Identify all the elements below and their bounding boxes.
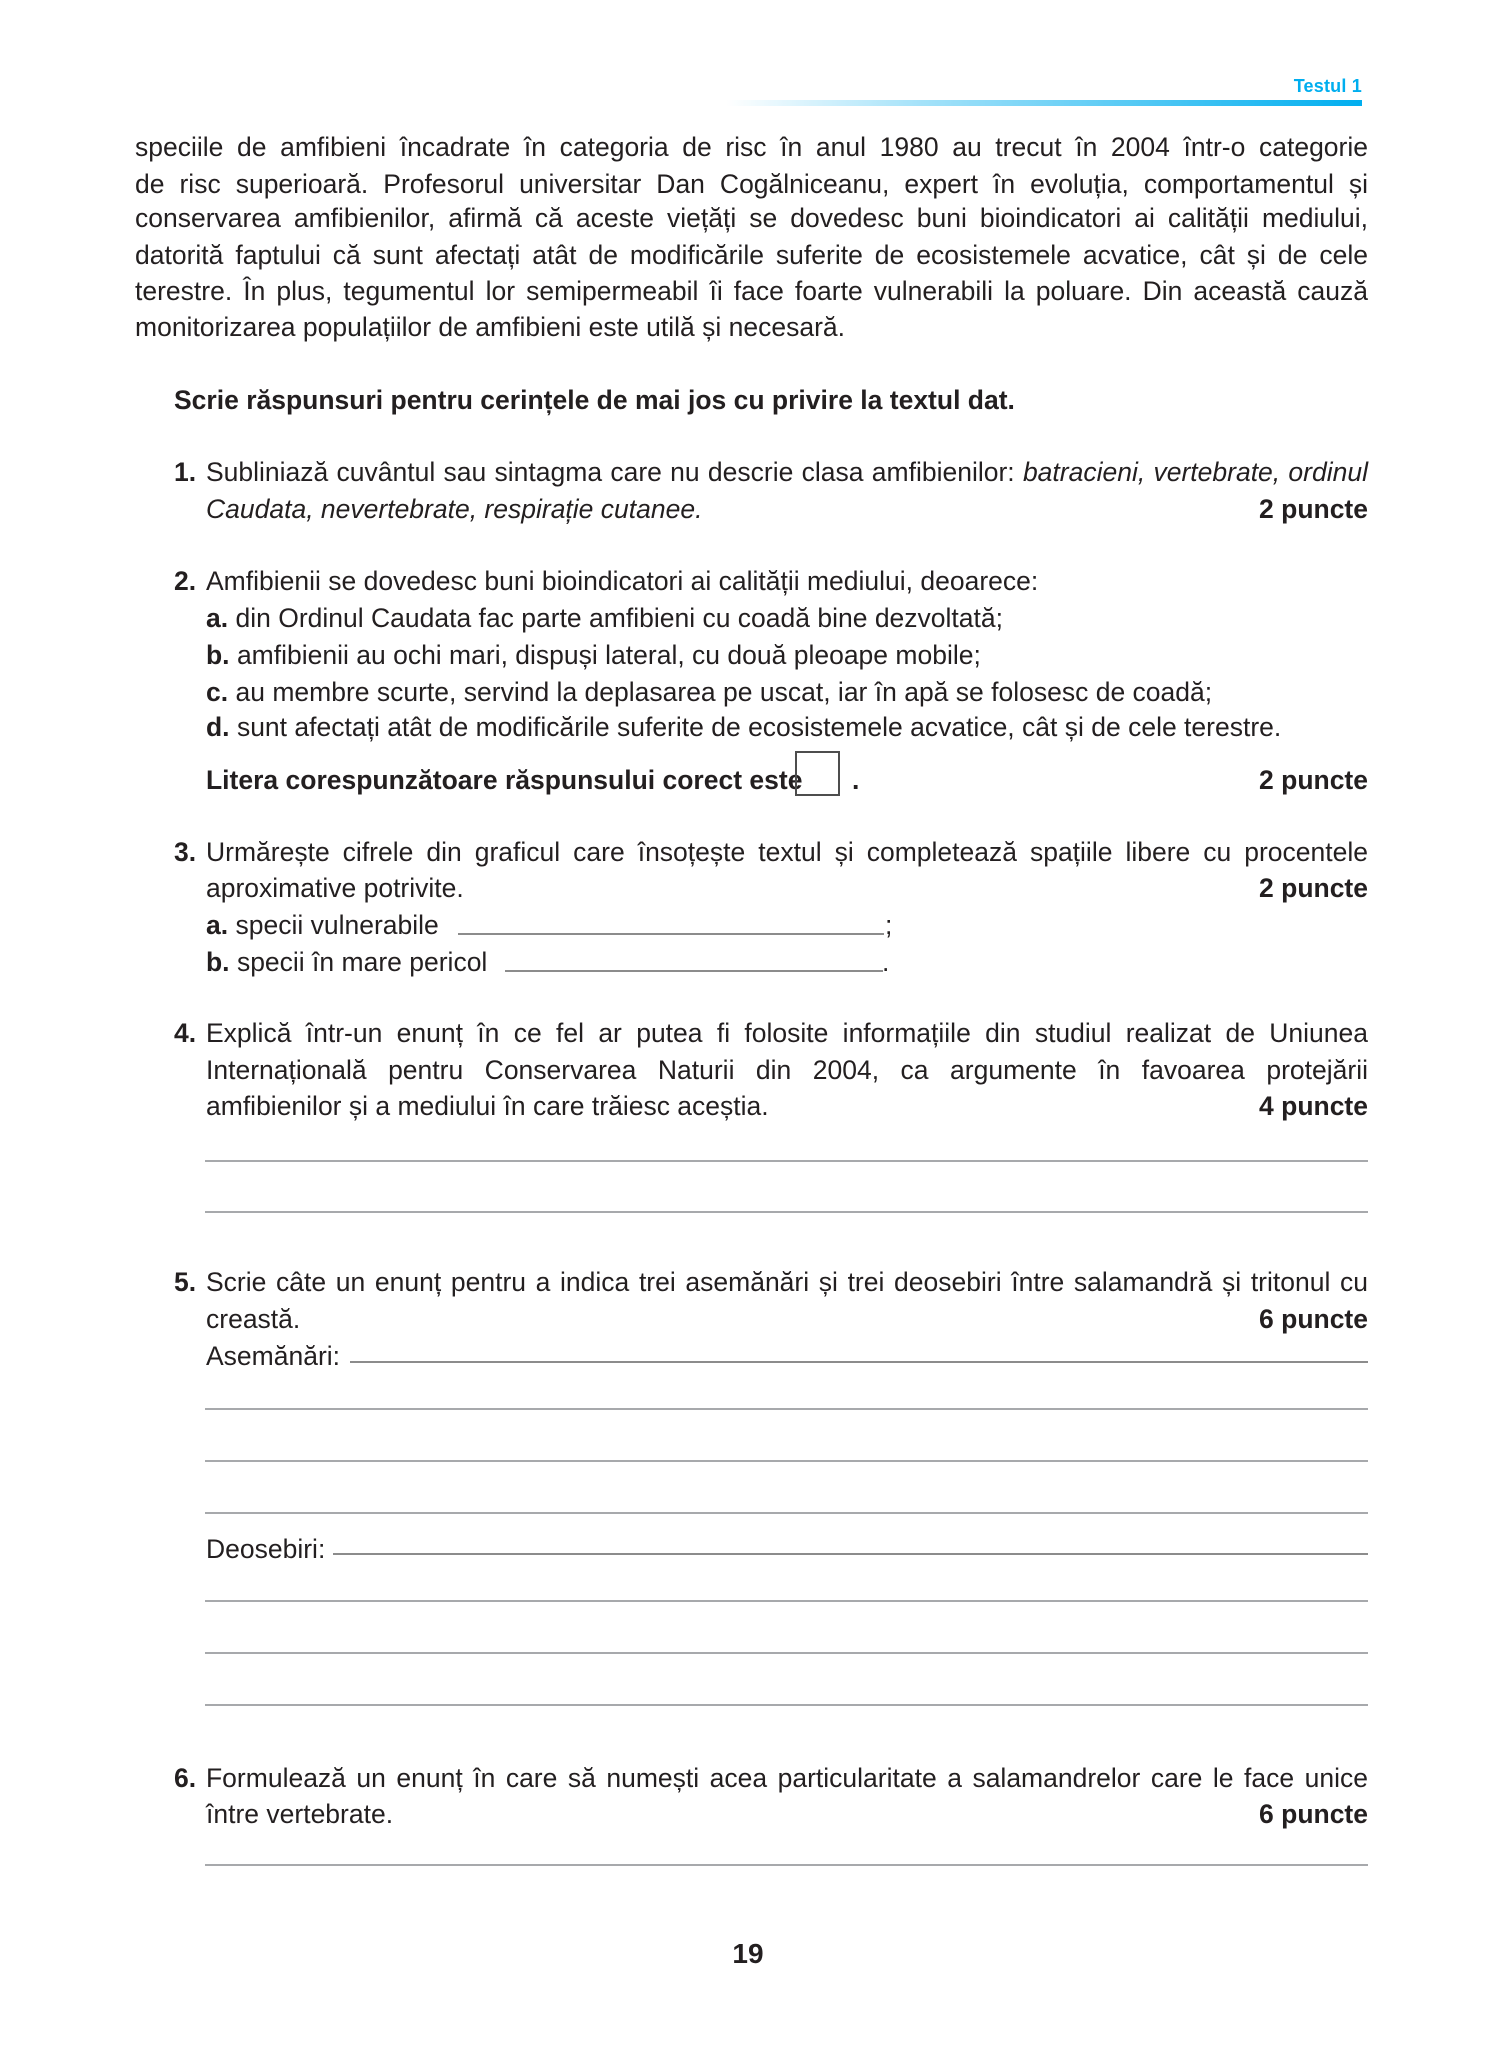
points-label: 6 puncte xyxy=(1259,1799,1368,1829)
points-label: 2 puncte xyxy=(1259,494,1368,524)
option-b[interactable] xyxy=(206,637,1368,673)
question-text-plain: Subliniază cuvântul sau sintagma care nu descrie clasa amfibienilor: xyxy=(206,457,1023,487)
differences-answer-line[interactable] xyxy=(205,1704,1368,1706)
points-label: 4 puncte xyxy=(1259,1091,1368,1121)
instruction-heading: Scrie răspunsuri pentru cerințele de mai jos cu privire la textul dat. xyxy=(174,385,1015,415)
endangered-species-blank[interactable] xyxy=(505,970,883,972)
question-text: Explică într-un enunț în ce fel ar putea fi folosite informațiile din studiul realizat de Uniunea xyxy=(206,1018,1368,1048)
question-text: Internațională pentru Conservarea Naturii din 2004, ca argumente în favoarea protejării xyxy=(206,1055,1368,1085)
question-text: între vertebrate. xyxy=(206,1799,394,1829)
points-label: 2 puncte xyxy=(1259,765,1368,795)
option-text: au membre scurte, servind la deplasarea pe uscat, iar în apă se folosesc de coadă; xyxy=(235,677,1213,707)
answer-prompt: Litera corespunzătoare răspunsului corect este xyxy=(206,765,803,795)
header-gradient-bar xyxy=(726,100,1362,106)
answer-period: . xyxy=(852,765,860,795)
answer-letter-box[interactable] xyxy=(795,751,840,796)
option-text: amfibienii au ochi mari, dispuși lateral, cu două pleoape mobile; xyxy=(236,640,981,670)
answer-line[interactable] xyxy=(205,1864,1368,1866)
item-a-label xyxy=(206,907,439,943)
option-text: din Ordinul Caudata fac parte amfibieni cu coadă bine dezvoltată; xyxy=(235,603,1003,633)
differences-answer-line[interactable] xyxy=(205,1600,1368,1602)
question-text: Amfibienii se dovedesc buni bioindicatori ai calității mediului, deoarece: xyxy=(206,566,1039,596)
item-letter: a. xyxy=(206,910,229,940)
option-letter: b. xyxy=(206,640,230,670)
answer-line[interactable] xyxy=(205,1160,1368,1162)
question-text: Urmărește cifrele din graficul care însoțește textul și completează spațiile libere cu procentele xyxy=(206,837,1368,867)
question-text: Scrie câte un enunț pentru a indica trei asemănări și trei deosebiri între salamandră și tritonul cu xyxy=(206,1267,1368,1297)
question-text: Formulează un enunț în care să numești acea particularitate a salamandrelor care le face unice xyxy=(206,1763,1368,1793)
question-number: 1. xyxy=(174,457,197,487)
similarities-answer-line[interactable] xyxy=(205,1408,1368,1410)
vulnerable-species-blank[interactable] xyxy=(458,933,884,935)
option-c[interactable] xyxy=(206,674,1368,710)
differences-answer-line[interactable] xyxy=(333,1553,1368,1555)
intro-line: datorită faptului că sunt afectați atât de modificările suferite de ecosistemele acvatice, cât și de cele xyxy=(135,240,1368,270)
question-number: 6. xyxy=(174,1763,197,1793)
answer-line[interactable] xyxy=(205,1211,1368,1213)
question-options-italic[interactable]: batracieni, vertebrate, ordinul xyxy=(1022,457,1368,487)
item-text: specii în mare pericol xyxy=(236,947,488,977)
page-number: 19 xyxy=(732,1938,764,1969)
option-letter: a. xyxy=(206,603,229,633)
question-number: 5. xyxy=(174,1267,197,1297)
option-d[interactable] xyxy=(206,709,1368,745)
intro-line: terestre. În plus, tegumentul lor semipermeabil îi face foarte vulnerabili la poluare. Din această cauză xyxy=(135,276,1368,306)
intro-line: speciile de amfibieni încadrate în categoria de risc în anul 1980 au trecut în 2004 într-o categorie xyxy=(135,132,1368,162)
question-text xyxy=(206,454,1368,490)
points-label: 2 puncte xyxy=(1259,873,1368,903)
question-number: 3. xyxy=(174,837,197,867)
intro-line: de risc superioară. Profesorul universitar Dan Cogălniceanu, expert în evoluția, comportamentul și xyxy=(135,169,1368,199)
item-text: specii vulnerabile xyxy=(235,910,439,940)
question-options-italic[interactable]: Caudata, nevertebrate, respirație cutanee. xyxy=(206,494,703,524)
intro-line: conservarea amfibienilor, afirmă că aceste viețăți se dovedesc buni bioindicatori ai calității mediului, xyxy=(135,203,1368,233)
points-label: 6 puncte xyxy=(1259,1304,1368,1334)
similarities-answer-line[interactable] xyxy=(205,1512,1368,1514)
question-text: aproximative potrivite. xyxy=(206,873,464,903)
question-number: 4. xyxy=(174,1018,197,1048)
question-number: 2. xyxy=(174,566,197,596)
option-a[interactable] xyxy=(206,600,1368,636)
item-letter: b. xyxy=(206,947,230,977)
similarities-label: Asemănări: xyxy=(206,1341,341,1371)
similarities-answer-line[interactable] xyxy=(205,1460,1368,1462)
question-text: creastă. xyxy=(206,1304,301,1334)
intro-line: monitorizarea populațiilor de amfibieni este utilă și necesară. xyxy=(135,312,845,342)
question-text: amfibienilor și a mediului în care trăiesc aceștia. xyxy=(206,1091,769,1121)
similarities-answer-line[interactable] xyxy=(350,1361,1368,1363)
differences-label: Deosebiri: xyxy=(206,1534,326,1564)
item-end-punct: ; xyxy=(885,910,893,940)
option-letter: d. xyxy=(206,712,230,742)
differences-answer-line[interactable] xyxy=(205,1652,1368,1654)
option-letter: c. xyxy=(206,677,229,707)
item-end-punct: . xyxy=(882,947,890,977)
option-text: sunt afectați atât de modificările suferite de ecosistemele acvatice, cât și de cele terestre. xyxy=(236,712,1282,742)
test-header-label: Testul 1 xyxy=(1293,76,1362,96)
item-b-label xyxy=(206,944,487,980)
